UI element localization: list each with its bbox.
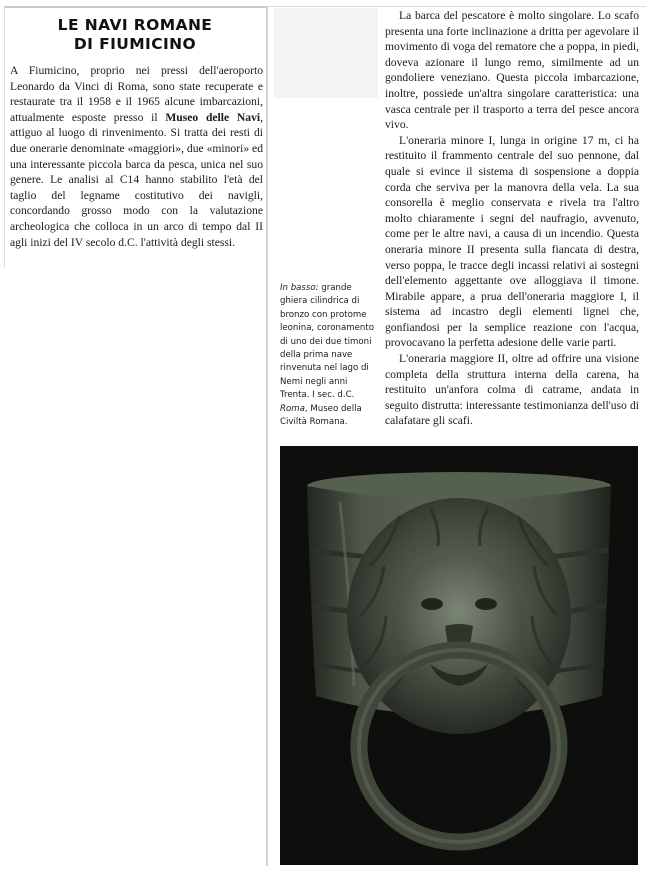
article-paragraph: L'oneraria maggiore II, oltre ad offrire una visione completa della struttura interna della carena, ha restituito un'anfora colma di catrame, andata in seguito distrutta: interessante testimonianza dell'uso di calafatare gli scafi. — [385, 352, 639, 428]
lion-head-ring-image — [280, 446, 638, 865]
sidebar-left-rule — [4, 6, 5, 268]
article-paragraph: La barca del pescatore è molto singolare. Lo scafo presenta una forte inclinazione a dritta per agevolare il movimento di voga del rematore che a poppa, in piedi, doveva azionare il lungo remo, similmente ad un gondoliere veneziano. Questa piccola imbarcazione, inoltre, possiede un'altra singolare caratteristica: una vasca centrale per il trasporto a terra del pesce ancora vivo. — [385, 9, 639, 132]
sidebar-title-line2: DI FIUMICINO — [73, 35, 197, 53]
lion-head-photo — [280, 446, 638, 865]
caption-place: Roma — [280, 403, 305, 414]
photo-caption — [280, 282, 376, 429]
sidebar-text-start: A Fiumicino, proprio nei pressi dell'aeroporto Leonardo da Vinci di Roma, sono state recuperate e restaurate tra il 1958 e il 1965 alcune imbarcazioni, attualmente esposte presso il — [10, 64, 263, 124]
caption-text-2: , Museo della Civiltà Romana. — [280, 403, 362, 428]
museum-name: Museo delle Navi — [165, 110, 261, 124]
column-divider — [266, 6, 268, 866]
sidebar-top-rule — [4, 6, 266, 8]
page-top-rule — [268, 6, 646, 7]
sidebar-title-line1: LE NAVI ROMANE — [57, 16, 213, 34]
caption-lead: In basso: — [280, 283, 319, 293]
sidebar-title — [10, 16, 260, 54]
caption-text-1: grande ghiera cilindrica di bronzo con protome leonina, coronamento di uno dei due timoni della prima nave rinvenuta nel lago di Nemi negli anni Trenta. I sec. d.C. — [280, 283, 374, 401]
sidebar-body — [10, 63, 263, 250]
blank-image-area — [274, 8, 378, 98]
article-paragraph: L'oneraria minore I, lunga in origine 17 m, ci ha restituito il frammento centrale del suo pennone, dal quale si evince il sistema di sospensione a doppia corda che serviva per la manovra della vela. La sua consorella è meglio conservata e rivela tra l'altro molto chiaramente i segni del naufragio, avvenuto, come per le altre navi, a causa di un incendio. Questa oneraria minore II presenta sulla fiancata di destra, verso poppa, le tracce degli incassi relativi ai sostegni dell'elemento aggettante ove alloggiava il timone. Mirabile appare, a prua dell'oneraria maggiore I, il sistema ad incastro degli elementi lignei che, gonfiandosi per la semplice reazione con l'acqua, provocavano la perfetta adesione delle varie parti. — [385, 133, 639, 350]
sidebar-text-end: , attiguo al luogo di rinvenimento. Si tratta dei resti di due onerarie denominate «maggiori», due «minori» ed una interessante piccola barca da pesca, unica nel suo genere. Le analisi al C14 hanno stabilito l'età del taglio del legname costitutivo dei navigli, concordando grosso modo con la valutazione archeologica che colloca in un arco di tempo dal II agli inizi del IV secolo d.C. l'attività degli stessi. — [10, 110, 263, 249]
article-column — [385, 8, 639, 429]
